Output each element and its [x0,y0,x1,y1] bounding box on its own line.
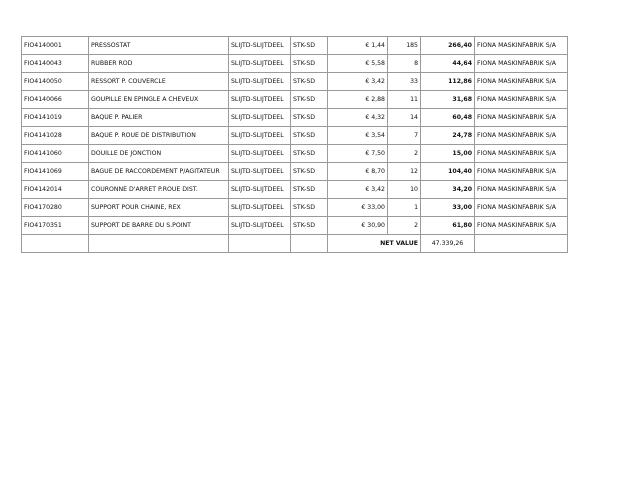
item-supplier: FIONA MASKINFABRIK S/A [475,37,568,55]
item-supplier: FIONA MASKINFABRIK S/A [475,91,568,109]
empty-cell [89,235,229,253]
item-supplier: FIONA MASKINFABRIK S/A [475,163,568,181]
item-category: SLIJTD-SLIJTDEEL [229,127,291,145]
table-row [22,109,568,127]
item-description: RUBBER ROD [89,55,229,73]
item-description: DOUILLE DE JONCTION [89,145,229,163]
item-code: FIO4141019 [22,109,89,127]
item-unit-price: € 3,42 [328,73,388,91]
table-row [22,91,568,109]
item-total: 15,00 [421,145,475,163]
item-code: FIO4141069 [22,163,89,181]
item-category: SLIJTD-SLIJTDEEL [229,73,291,91]
item-unit-price: € 30,90 [328,217,388,235]
item-quantity: 33 [388,73,421,91]
item-unit-price: € 8,70 [328,163,388,181]
item-supplier: FIONA MASKINFABRIK S/A [475,127,568,145]
item-description: BAQUE P. PALIER [89,109,229,127]
item-code: FIO4170280 [22,199,89,217]
table-row [22,163,568,181]
item-unit: STK-SD [291,181,328,199]
item-unit-price: € 1,44 [328,37,388,55]
item-total: 34,20 [421,181,475,199]
item-category: SLIJTD-SLIJTDEEL [229,55,291,73]
item-quantity: 2 [388,217,421,235]
item-category: SLIJTD-SLIJTDEEL [229,91,291,109]
inventory-table [21,36,568,253]
item-total: 44,64 [421,55,475,73]
empty-cell [229,235,291,253]
item-total: 112,86 [421,73,475,91]
item-quantity: 1 [388,199,421,217]
item-supplier: FIONA MASKINFABRIK S/A [475,109,568,127]
item-quantity: 11 [388,91,421,109]
item-quantity: 12 [388,163,421,181]
item-description: PRESSOSTAT [89,37,229,55]
item-quantity: 2 [388,145,421,163]
net-value-amount: 47.339,26 [421,235,475,253]
item-code: FIO4142014 [22,181,89,199]
item-unit: STK-SD [291,127,328,145]
item-unit: STK-SD [291,163,328,181]
item-category: SLIJTD-SLIJTDEEL [229,37,291,55]
table-row [22,127,568,145]
net-value-label: NET VALUE [328,235,421,253]
item-unit-price: € 3,42 [328,181,388,199]
item-description: BAGUE DE RACCORDEMENT P/AGITATEUR [89,163,229,181]
item-category: SLIJTD-SLIJTDEEL [229,109,291,127]
item-quantity: 10 [388,181,421,199]
item-description: COURONNE D'ARRET P.ROUE DIST. [89,181,229,199]
item-code: FIO4141028 [22,127,89,145]
item-description: BAQUE P. ROUE DE DISTRIBUTION [89,127,229,145]
empty-cell [291,235,328,253]
table-row [22,37,568,55]
item-supplier: FIONA MASKINFABRIK S/A [475,73,568,91]
table-row [22,145,568,163]
item-unit: STK-SD [291,37,328,55]
item-total: 61,80 [421,217,475,235]
item-unit-price: € 3,54 [328,127,388,145]
item-total: 266,40 [421,37,475,55]
item-unit-price: € 5,58 [328,55,388,73]
item-code: FIO4140001 [22,37,89,55]
item-unit-price: € 7,50 [328,145,388,163]
item-total: 31,68 [421,91,475,109]
empty-cell [475,235,568,253]
item-total: 24,78 [421,127,475,145]
item-unit: STK-SD [291,91,328,109]
item-quantity: 14 [388,109,421,127]
item-supplier: FIONA MASKINFABRIK S/A [475,199,568,217]
table-body [22,37,568,235]
item-unit: STK-SD [291,55,328,73]
item-category: SLIJTD-SLIJTDEEL [229,181,291,199]
item-code: FIO4140050 [22,73,89,91]
item-code: FIO4170351 [22,217,89,235]
table-row [22,181,568,199]
item-supplier: FIONA MASKINFABRIK S/A [475,217,568,235]
item-category: SLIJTD-SLIJTDEEL [229,145,291,163]
empty-cell [22,235,89,253]
item-total: 60,48 [421,109,475,127]
item-description: GOUPILLE EN EPINGLE A CHEVEUX [89,91,229,109]
item-unit: STK-SD [291,73,328,91]
item-quantity: 8 [388,55,421,73]
table-row [22,217,568,235]
table-row [22,199,568,217]
item-unit-price: € 33,00 [328,199,388,217]
item-supplier: FIONA MASKINFABRIK S/A [475,181,568,199]
item-code: FIO4140043 [22,55,89,73]
summary-row [22,235,568,253]
item-unit: STK-SD [291,109,328,127]
item-total: 33,00 [421,199,475,217]
table-row [22,73,568,91]
item-category: SLIJTD-SLIJTDEEL [229,163,291,181]
item-unit-price: € 2,88 [328,91,388,109]
item-unit: STK-SD [291,199,328,217]
item-description: SUPPORT POUR CHAINE, REX [89,199,229,217]
item-description: SUPPORT DE BARRE DU S.POINT [89,217,229,235]
item-unit: STK-SD [291,217,328,235]
item-description: RESSORT P. COUVERCLE [89,73,229,91]
item-unit: STK-SD [291,145,328,163]
item-total: 104,40 [421,163,475,181]
item-code: FIO4140066 [22,91,89,109]
table-row [22,55,568,73]
item-category: SLIJTD-SLIJTDEEL [229,217,291,235]
item-supplier: FIONA MASKINFABRIK S/A [475,145,568,163]
item-quantity: 7 [388,127,421,145]
item-unit-price: € 4,32 [328,109,388,127]
item-code: FIO4141060 [22,145,89,163]
item-category: SLIJTD-SLIJTDEEL [229,199,291,217]
item-quantity: 185 [388,37,421,55]
item-supplier: FIONA MASKINFABRIK S/A [475,55,568,73]
